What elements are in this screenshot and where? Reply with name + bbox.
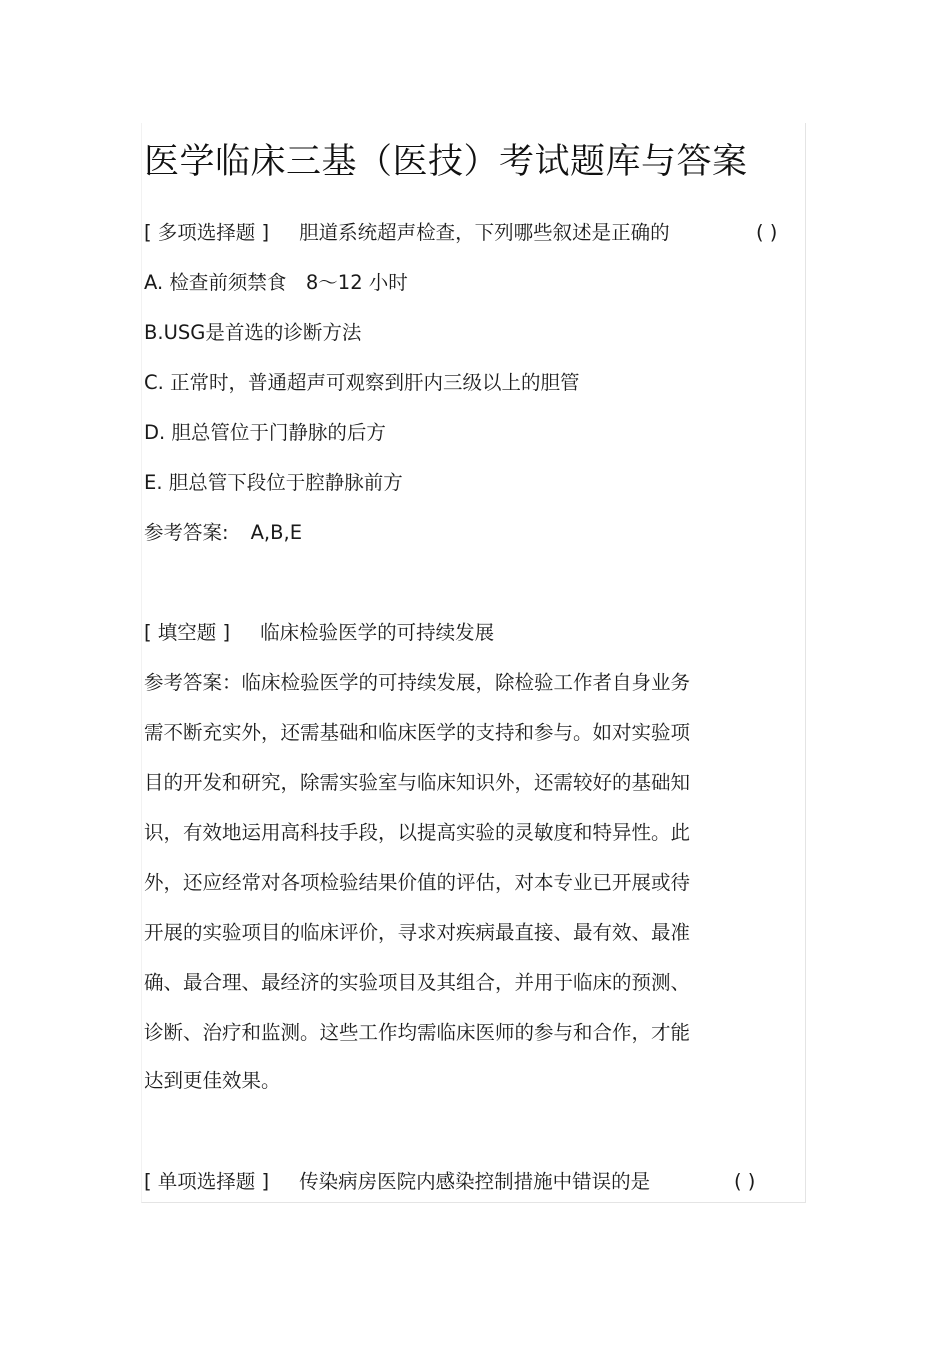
q1-answer-value: A,B,E (250, 521, 303, 544)
q2-answer-line: 确、最合理、最经济的实验项目及其组合，并用于临床的预测、 (144, 971, 691, 994)
q1-answer-label: 参考答案: (144, 521, 229, 544)
q3-paren: ( ) (734, 1170, 756, 1193)
q1-answer (144, 520, 302, 546)
q2-stem-line (144, 620, 494, 646)
q2-answer-line: 开展的实验项目的临床评价，寻求对疾病最直接、最有效、最准 (144, 921, 691, 944)
q1-type-tag: [ 多项选择题 ] (144, 221, 270, 244)
q3-type-tag: [ 单项选择题 ] (144, 1170, 270, 1193)
q2-stem: 临床检验医学的可持续发展 (260, 621, 495, 644)
q3-stem-line (144, 1169, 650, 1195)
q1-option-a: A. 检查前须禁食 8～12 小时 (144, 271, 408, 294)
q2-answer-line: 识，有效地运用高科技手段，以提高实验的灵敏度和特异性。此 (144, 821, 691, 844)
q1-paren: ( ) (756, 221, 778, 244)
q3-stem: 传染病房医院内感染控制措施中错误的是 (299, 1170, 651, 1193)
q1-option-c: C. 正常时，普通超声可观察到肝内三级以上的胆管 (144, 371, 580, 394)
q1-stem: 胆道系统超声检查，下列哪些叙述是正确的 (299, 221, 670, 244)
page-title: 医学临床三基（医技）考试题库与答案 (144, 142, 748, 182)
q2-type-tag: [ 填空题 ] (144, 621, 231, 644)
q2-answer-line: 外，还应经常对各项检验结果价值的评估，对本专业已开展或待 (144, 871, 691, 894)
q1-option-b: B.USG是首选的诊断方法 (144, 321, 362, 344)
q1-option-d: D. 胆总管位于门静脉的后方 (144, 421, 386, 444)
q2-answer-line: 需不断充实外，还需基础和临床医学的支持和参与。如对实验项 (144, 721, 691, 744)
q2-answer-line: 参考答案：临床检验医学的可持续发展，除检验工作者自身业务 (144, 671, 691, 694)
q1-stem-line (144, 220, 670, 246)
q2-answer-line: 目的开发和研究，除需实验室与临床知识外，还需较好的基础知 (144, 771, 691, 794)
q1-option-e: E. 胆总管下段位于腔静脉前方 (144, 471, 403, 494)
q2-answer-line: 达到更佳效果。 (144, 1069, 281, 1092)
q2-answer-line: 诊断、治疗和监测。这些工作均需临床医师的参与和合作，才能 (144, 1021, 691, 1044)
